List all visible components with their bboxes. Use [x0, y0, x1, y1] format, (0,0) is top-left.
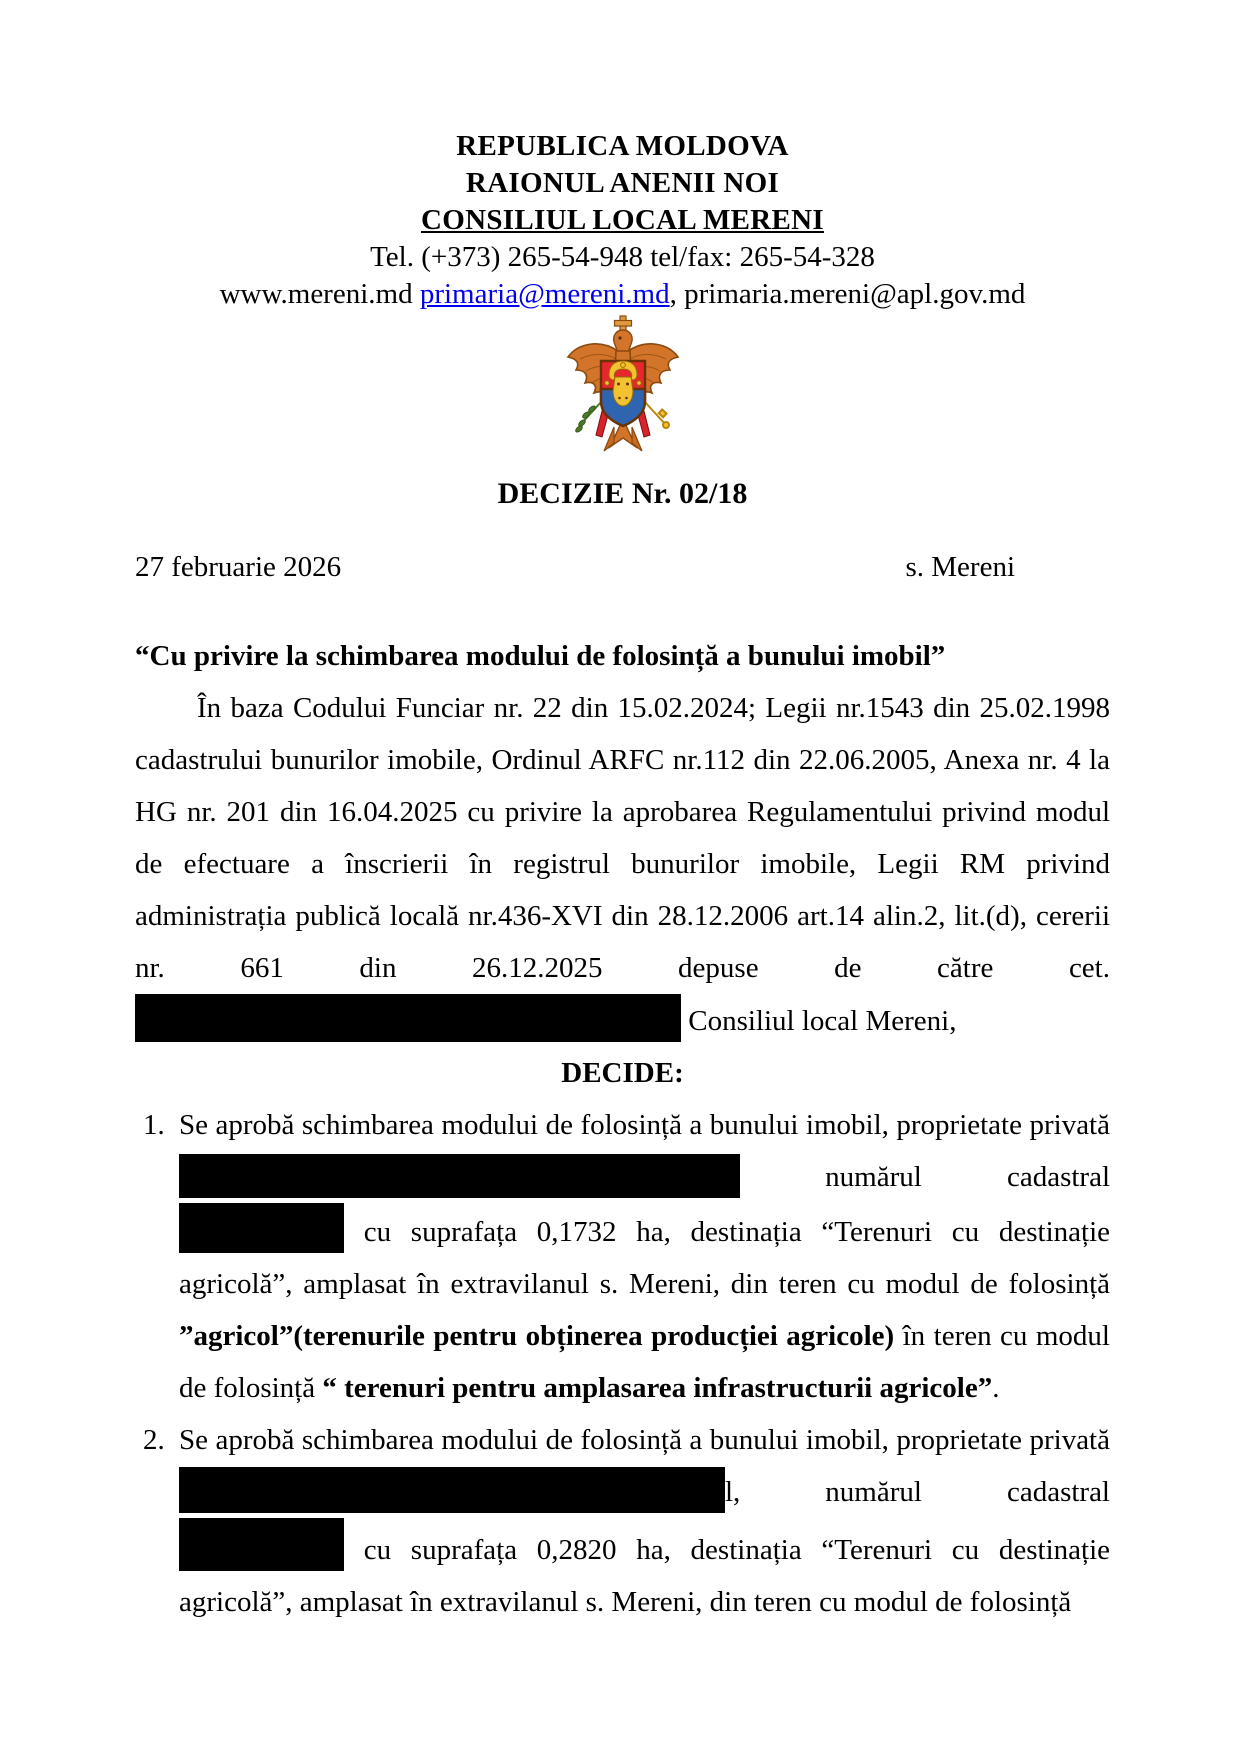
emblem-container: [135, 315, 1110, 465]
decision-item-2: [135, 1414, 1110, 1628]
email-link[interactable]: primaria@mereni.md: [419, 278, 670, 310]
district-line: RAIONUL ANENII NOI: [465, 167, 780, 199]
decide-heading: DECIDE:: [561, 1057, 684, 1089]
preamble-paragraph: În baza Codului Funciar nr. 22 din 15.02.2024; Legii nr.1543 din 25.02.1998 cadastrului bunurilor imobile, Ordinul ARFC nr.112 din 22.06.2005, Anexa nr. 4 la HG nr. 201 din 16.04.2025 cu privire la aprobarea Regulamentului privind modul de efectuare a înscrierii în registrul bunurilor imobile, Legii RM privind administrația publică locală nr.436-XVI din 28.12.2006 art.14 alin.2, lit.(d), cererii nr. 661 din 26.12.2025 depuse de către cet. Consiliul local Mereni,: [135, 682, 1110, 1047]
meta-row: [135, 551, 1110, 584]
decision-item-1: [135, 1099, 1110, 1414]
moldova-coat-of-arms-icon: [562, 315, 684, 463]
item-number: 1.: [143, 1109, 165, 1141]
item-text: Se aprobă schimbarea modului de folosință a bunului imobil, proprietate privată l, numărul cadastral cu suprafața 0,2820 ha, destinația “Terenuri cu destinație agricolă”, amplasat în extravilanul s. Mereni, din teren cu modul de folosință: [179, 1424, 1110, 1618]
email-secondary-text: , primaria.mereni@apl.gov.md: [669, 278, 1026, 310]
document-date: 27 februarie 2026: [135, 551, 342, 583]
redaction-bar: [179, 1518, 344, 1571]
letterhead: [135, 128, 1110, 313]
item-text: Se aprobă schimbarea modului de folosință a bunului imobil, proprietate privată numărul cadastral cu suprafața 0,1732 ha, destinația “Terenuri cu destinație agricolă”, amplasat în extravilanul s. Mereni, din teren cu modul de folosință ”agricol”(terenurile pentru obținerea producției agricole) în teren cu modul de folosință “ terenuri pentru amplasarea infrastructurii agricole”.: [179, 1109, 1110, 1404]
subject-line: “Cu privire la schimbarea modului de folosință a bunului imobil”: [135, 640, 946, 672]
country-line: REPUBLICA MOLDOVA: [456, 130, 789, 162]
council-line: CONSILIUL LOCAL MERENI: [420, 204, 825, 236]
item-number: 2.: [143, 1424, 165, 1456]
website-line: [135, 276, 1110, 313]
phone-line: Tel. (+373) 265-54-948 tel/fax: 265-54-328: [370, 241, 875, 273]
redaction-bar: [135, 994, 681, 1042]
website-text: www.mereni.md: [219, 278, 420, 310]
redaction-bar: [179, 1154, 740, 1198]
document-title: DECIZIE Nr. 02/18: [497, 477, 748, 510]
redaction-bar: [179, 1203, 344, 1253]
document-place: s. Mereni: [905, 551, 1015, 583]
decision-items: [135, 1099, 1110, 1628]
redaction-bar: [179, 1467, 725, 1513]
